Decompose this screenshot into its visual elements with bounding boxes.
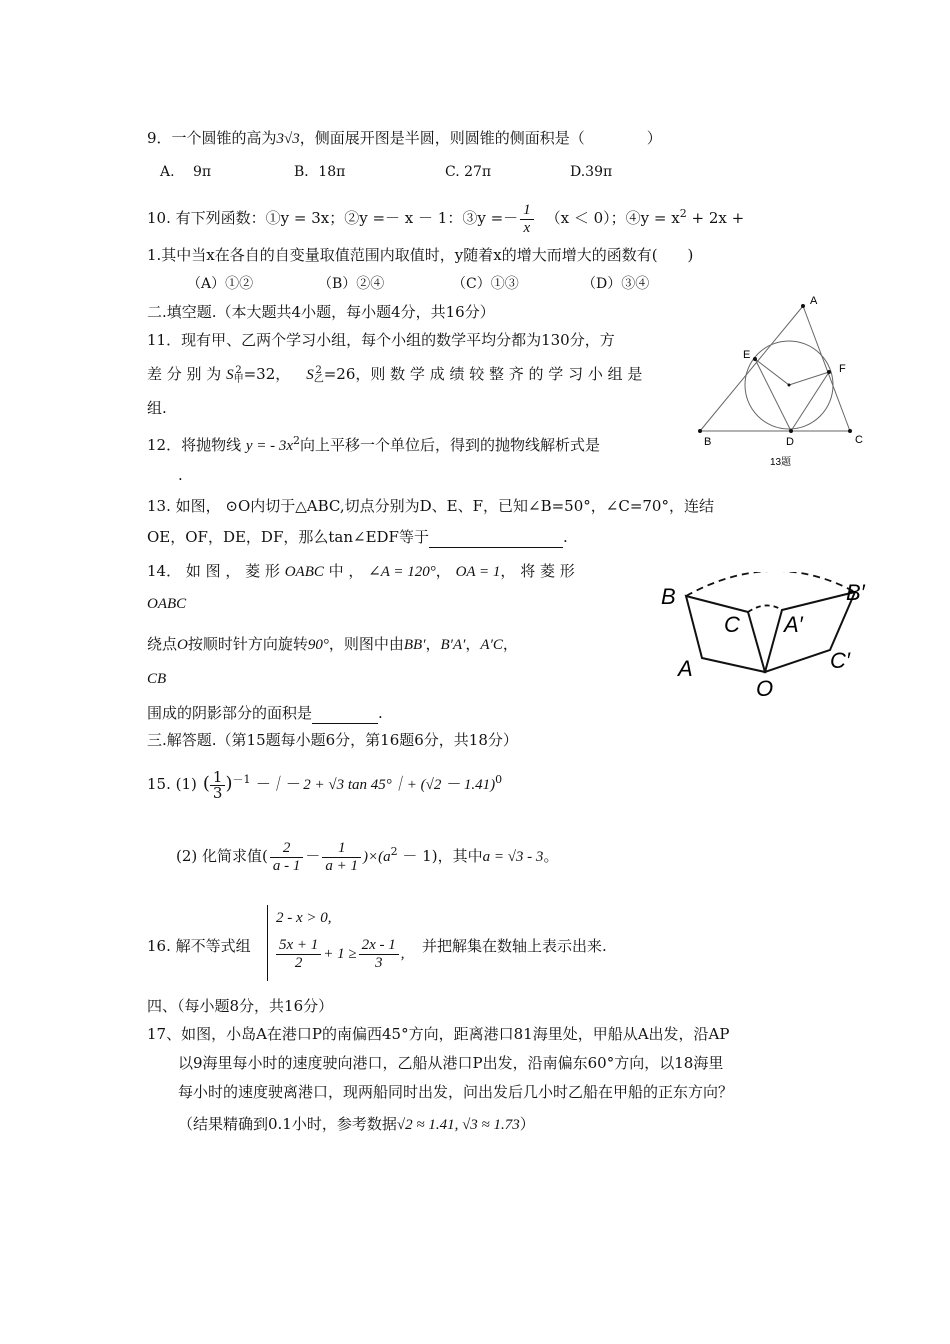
q11-line3: 组. [147, 399, 167, 417]
q14-line2: OABC [147, 596, 187, 612]
section-2-heading: 二.填空题.（本大题共4小题，每小题4分，共16分） [147, 303, 495, 321]
q15-part1: 15. (1) ( $\frac{1}{3}$ )$^{-1}$ －｜－ 2 + √3 tan 45°｜+ $(√2 - 1.41)^0$ [147, 767, 503, 802]
q14-answer-blank [312, 703, 378, 724]
fig13-caption: 13题 [770, 457, 792, 468]
fig14-label-b: B [661, 584, 676, 609]
q14-line4: CB [147, 671, 167, 687]
q13-answer-blank [429, 527, 563, 548]
q17-line1: 17、如图，小岛A在港口P的南偏西45°方向，距离港口81海里处，甲船从A出发，沿AP [147, 1025, 730, 1043]
q13-line2: OE，OF，DE，DF，那么tan∠EDF等于 . [147, 528, 568, 546]
q17-line4: （结果精确到0.1小时，参考数据√2 ≈ 1.41, √3 ≈ 1.73） [178, 1115, 535, 1133]
section-4-heading: 四、（每小题8分，共16分） [147, 997, 334, 1015]
q16-row1: 2 - x > 0, [276, 910, 332, 926]
q10-stem: 10. 有下列函数：①y = 3x；②y =－ x － 1：③y =－ $\frac{1}{x}$ （x ＜ 0）；④y = $x^2 + 2x$ + [147, 201, 745, 236]
q14-line1: 14． 如 图 ， 菱 形 OABC 中 ， ∠A = 120°， OA = 1， 将 菱 形 [147, 562, 575, 580]
q10-option-b: （B）②④ [318, 276, 385, 292]
q13-line1: 13. 如图， ⊙O内切于△ABC,切点分别为D、E、F，已知∠B=50°，∠C=70°，连结 [147, 497, 714, 515]
q16-row2: $\frac{5x + 1}{2}$ + 1 ≥ $\frac{2x - 1}{3}$ , [274, 934, 405, 974]
q9-stem: 9．一个圆锥的高为3√3，侧面展开图是半圆，则圆锥的侧面积是（ ） [147, 129, 662, 147]
q10-fraction: $\frac{1}{x}$ [520, 202, 534, 237]
fig13-label-f: F [839, 363, 846, 375]
q15-part2: (2) 化简求值( $\frac{2}{a - 1}$ － $\frac{1}{a + 1}$ )$\times(a^2 - 1)$，其中a = √3 - 3。 [176, 839, 559, 874]
q10-option-d: （D）③④ [582, 276, 650, 292]
q14-line5: 围成的阴影部分的面积是 . [147, 704, 383, 722]
figure-13-incircle-triangle [690, 292, 870, 472]
fig14-arc-bb [686, 572, 855, 596]
fig13-segment-oe [755, 359, 789, 385]
q9-option-d: D.39π [570, 164, 613, 180]
q17-line2: 以9海里每小时的速度驶向港口，乙船从港口P出发，沿南偏东60°方向，以18海里 [178, 1054, 724, 1072]
q14-line3: 绕点O按顺时针方向旋转90°，则图中由BB′，B′A′，A′C， [147, 635, 518, 653]
fig14-label-b-prime: B′ [846, 580, 865, 605]
q11-line2: 差 分 别 为 S 2 甲 =32， S 2 乙 =26，则 数 学 成 绩 较 整 齐 的 学 习 小 组 是 [147, 365, 643, 385]
q12-line1: 12．将抛物线 y = - $3x^2$向上平移一个单位后，得到的抛物线解析式是 [147, 434, 601, 454]
q17-line3: 每小时的速度驶离港口，现两船同时出发，问出发后几小时乙船在甲船的正东方向？ [178, 1083, 734, 1101]
fig13-label-e: E [743, 349, 751, 361]
fig13-segment-de [755, 359, 791, 431]
q10-option-a: （A）①② [187, 276, 254, 292]
fig14-label-c-prime: C′ [830, 648, 851, 673]
fig13-label-b: B [704, 436, 712, 448]
fig14-label-a: A [678, 656, 693, 681]
fig14-arc-ac [748, 605, 782, 612]
q9-option-a: A. 9π [160, 164, 212, 180]
fig13-label-c: C [855, 434, 863, 446]
q16-system-brace [267, 905, 270, 981]
fig14-label-a-prime: A′ [784, 612, 803, 637]
fig13-label-d: D [786, 436, 794, 448]
q12-line2: . [178, 466, 183, 484]
fig14-label-o: O [756, 676, 774, 701]
q10-stem-line2: 1.其中当x在各自的自变量取值范围内取值时，y随着x的增大而增大的函数有( ) [147, 246, 694, 264]
figure-14-rotated-rhombus [650, 572, 880, 704]
section-3-heading: 三.解答题.（第15题每小题6分，第16题6分，共18分） [147, 731, 518, 749]
q9-height-expr: 3√3 [276, 131, 300, 147]
fig13-side-ab [700, 306, 803, 431]
fig14-label-c: C [724, 612, 740, 637]
fig13-label-a: A [810, 295, 818, 307]
fig13-segment-df [791, 372, 829, 431]
q16-label: 16. 解不等式组 [147, 937, 251, 955]
q9-option-b: B．18π [294, 164, 346, 180]
q10-option-c: （C）①③ [452, 276, 519, 292]
q16-tail: 并把解集在数轴上表示出来. [422, 937, 607, 955]
q11-line1: 11．现有甲、乙两个学习小组，每个小组的数学平均分都为130分，方 [147, 331, 615, 349]
q9-option-c: C. 27π [445, 164, 492, 180]
fig13-segment-of [789, 372, 829, 385]
